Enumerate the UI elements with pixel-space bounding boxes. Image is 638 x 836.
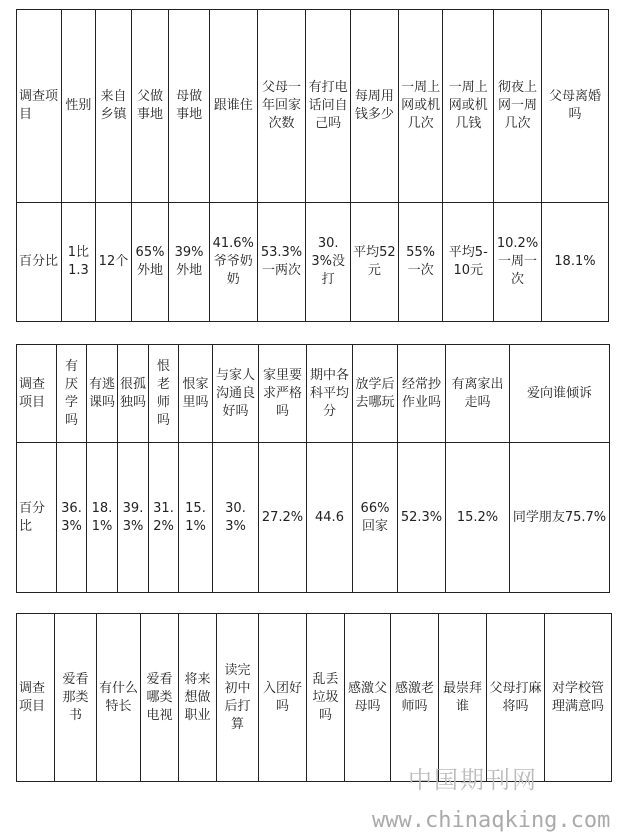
header-cell: 很孤独吗 [118, 345, 149, 443]
header-cell: 一周上网或机几钱 [443, 10, 494, 203]
value-cell: 10.2%一周一次 [494, 203, 542, 322]
header-cell: 跟谁住 [209, 10, 257, 203]
value-cell: 1比1.3 [61, 203, 96, 322]
header-cell: 一周上网或机几次 [398, 10, 443, 203]
header-cell: 最崇拜谁 [439, 614, 487, 782]
header-cell: 爱向谁倾诉 [510, 345, 610, 443]
header-cell: 乱丢垃圾吗 [307, 614, 345, 782]
value-cell: 66%回家 [353, 443, 398, 593]
value-cell: 同学朋友75.7% [510, 443, 610, 593]
header-cell: 对学校管理满意吗 [545, 614, 612, 782]
header-cell: 与家人沟通良好吗 [213, 345, 259, 443]
value-cell: 30.3%没打 [306, 203, 351, 322]
header-cell: 家里要求严格吗 [259, 345, 307, 443]
header-cell: 有逃课吗 [87, 345, 118, 443]
header-cell: 将来想做职业 [179, 614, 217, 782]
value-cell: 36.3% [57, 443, 87, 593]
header-cell: 感激老师吗 [391, 614, 439, 782]
value-cell: 65%外地 [131, 203, 169, 322]
header-cell: 感激父母吗 [345, 614, 391, 782]
value-cell: 平均5-10元 [443, 203, 494, 322]
watermark-url: www.chinaqking.com [372, 808, 611, 833]
value-cell: 18.1% [541, 203, 608, 322]
value-cell: 百分比 [17, 443, 57, 593]
value-cell: 39%外地 [169, 203, 210, 322]
header-cell: 爱看那类书 [55, 614, 97, 782]
header-cell: 恨家里吗 [179, 345, 213, 443]
header-cell: 调查项目 [17, 10, 62, 203]
header-cell: 期中各科平均分 [307, 345, 353, 443]
survey-table-3 [16, 613, 612, 782]
header-cell: 父母一年回家次数 [257, 10, 306, 203]
header-cell: 来自乡镇 [96, 10, 132, 203]
value-cell: 27.2% [259, 443, 307, 593]
value-cell: 53.3%一两次 [257, 203, 306, 322]
header-cell: 放学后去哪玩 [353, 345, 398, 443]
header-cell: 入团好吗 [259, 614, 307, 782]
value-cell: 41.6%爷爷奶奶 [209, 203, 257, 322]
value-cell: 30.3% [213, 443, 259, 593]
value-cell: 18.1% [87, 443, 118, 593]
header-cell: 有厌学吗 [57, 345, 87, 443]
value-cell: 15.1% [179, 443, 213, 593]
header-cell: 性别 [61, 10, 96, 203]
header-cell: 母做事地 [169, 10, 210, 203]
header-cell: 有打电话问自己吗 [306, 10, 351, 203]
value-cell: 52.3% [398, 443, 446, 593]
value-cell: 百分比 [17, 203, 62, 322]
survey-table-1 [16, 9, 609, 322]
value-cell: 44.6 [307, 443, 353, 593]
survey-table-2 [16, 344, 610, 593]
header-cell: 每周用钱多少 [351, 10, 399, 203]
header-cell: 恨老师吗 [149, 345, 179, 443]
value-cell: 55%一次 [398, 203, 443, 322]
value-cell: 平均52元 [351, 203, 399, 322]
header-cell: 调查项目 [17, 345, 57, 443]
value-cell: 15.2% [446, 443, 510, 593]
header-cell: 彻夜上网一周几次 [494, 10, 542, 203]
header-cell: 读完初中后打算 [217, 614, 259, 782]
header-cell: 父做事地 [131, 10, 169, 203]
header-cell: 经常抄作业吗 [398, 345, 446, 443]
value-cell: 31.2% [149, 443, 179, 593]
watermark-logo-text: 中国期刊网 [408, 766, 538, 794]
header-cell: 父母打麻将吗 [487, 614, 545, 782]
header-cell: 调查项目 [17, 614, 55, 782]
header-cell: 有什么特长 [97, 614, 141, 782]
header-cell: 爱看哪类电视 [141, 614, 179, 782]
value-cell: 12个 [96, 203, 132, 322]
header-cell: 父母离婚吗 [541, 10, 608, 203]
value-cell: 39.3% [118, 443, 149, 593]
header-cell: 有离家出走吗 [446, 345, 510, 443]
